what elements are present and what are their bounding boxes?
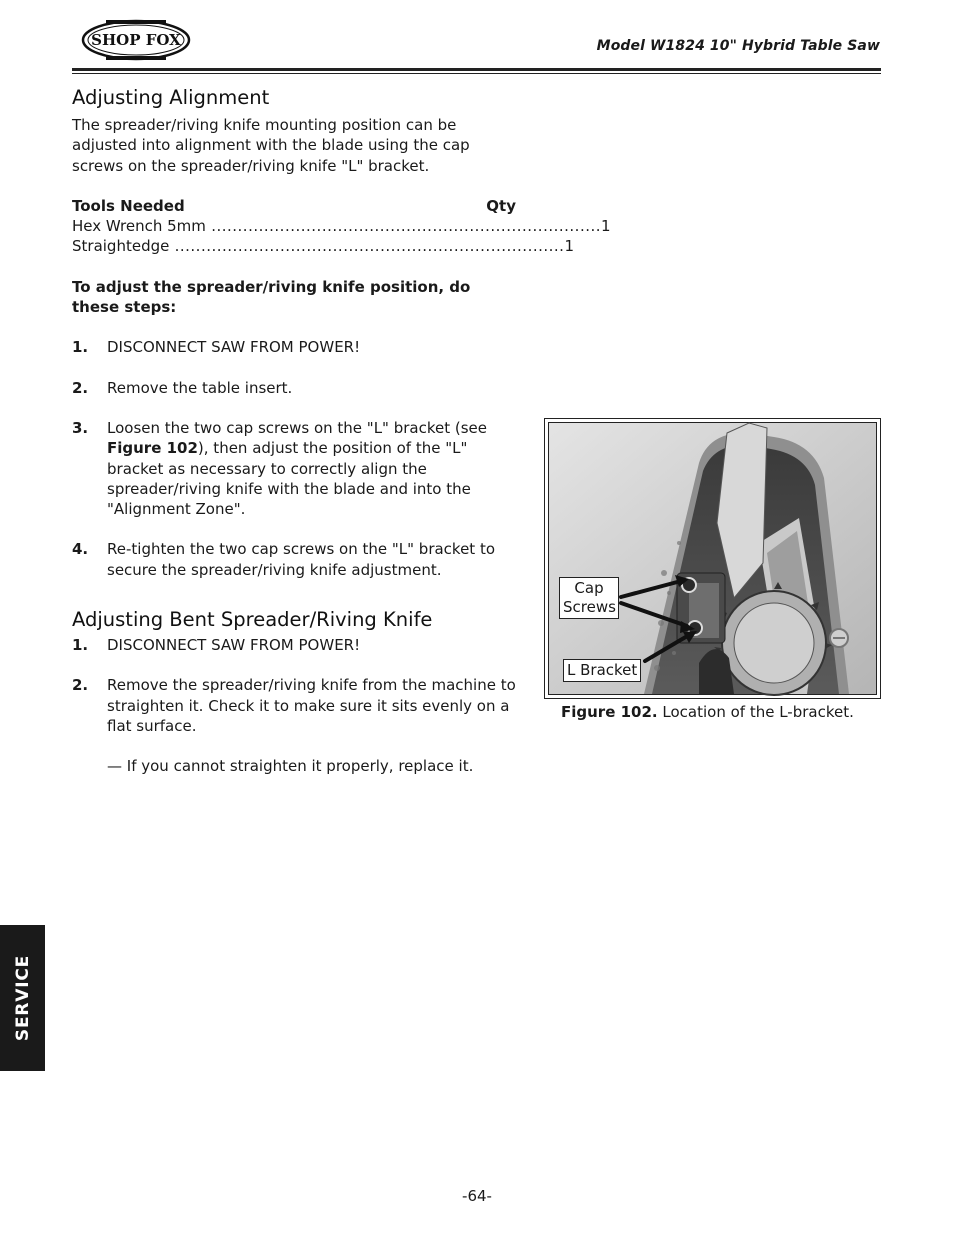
tool-row <box>72 216 611 236</box>
qty-label: Qty <box>486 196 516 215</box>
step-number: 2. <box>72 676 89 695</box>
section-adjusting-alignment <box>72 86 611 580</box>
figure-caption <box>561 702 854 722</box>
tools-header <box>72 196 516 216</box>
model-title: Model W1824 10" Hybrid Table Saw <box>596 38 880 54</box>
section-title: Adjusting Bent Spreader/Riving Knife <box>72 608 433 631</box>
step-number: 3. <box>72 418 89 437</box>
note-text: — If you cannot straighten it properly, replace it. <box>107 757 474 776</box>
intro-paragraph: The spreader/riving knife mounting position can be adjusted into alignment with the blade using the cap screws on the spreader/riving knife "L" bracket. <box>72 116 470 175</box>
callout-cap-screws: Cap Screws <box>559 577 619 619</box>
step-text: Re-tighten the two cap screws on the "L" bracket to secure the spreader/riving knife adjustment. <box>107 540 496 579</box>
step-item <box>72 635 516 655</box>
tools-needed-label: Tools Needed <box>72 196 185 215</box>
step-number: 2. <box>72 378 89 397</box>
step-text: Remove the spreader/riving knife from the machine to straighten it. Check it to make sure it sits evenly on a flat surface. <box>107 676 516 735</box>
header-rule-thin <box>72 73 881 74</box>
figure-photo <box>548 422 877 695</box>
step-text: DISCONNECT SAW FROM POWER! <box>107 636 361 654</box>
section-title: Adjusting Alignment <box>72 86 270 109</box>
logo-text: SHOP FOX <box>91 31 181 49</box>
figure-caption-text: Location of the L-bracket. <box>657 703 854 721</box>
callout-l-bracket: L Bracket <box>563 659 641 682</box>
section-bent-spreader <box>72 608 516 776</box>
side-tab-label: SERVICE <box>12 954 33 1042</box>
step-number: 1. <box>72 338 89 357</box>
tool-row <box>72 236 574 256</box>
figure-reference: Figure 102 <box>107 439 198 458</box>
step-item <box>72 418 516 519</box>
tool-name: Hex Wrench 5mm <box>72 217 206 236</box>
page-number: -64- <box>462 1187 492 1205</box>
lead-instruction: To adjust the spreader/riving knife position, do these steps: <box>72 277 471 317</box>
tool-qty: 1 <box>564 237 574 256</box>
tool-qty: 1 <box>601 217 611 236</box>
step-number: 4. <box>72 540 89 559</box>
leader-dots: .......................................................................... <box>205 217 602 236</box>
step-text: Remove the table insert. <box>107 378 293 397</box>
section-side-tab <box>0 925 45 1071</box>
saw-photo-illustration <box>549 423 876 694</box>
step-item <box>72 378 516 398</box>
step-text: Loosen the two cap screws on the "L" bracket (see <box>107 418 487 437</box>
figure-102 <box>544 418 881 699</box>
step-item <box>72 539 516 580</box>
leader-dots: .......................................................................... <box>169 237 565 256</box>
step-item <box>72 337 516 357</box>
step-text: DISCONNECT SAW FROM POWER! <box>107 338 361 357</box>
figure-caption-label: Figure 102. <box>561 703 658 721</box>
tool-name: Straightedge <box>72 237 170 256</box>
tools-table <box>72 196 611 257</box>
step-text-cont: ), then adjust the position of the "L" bracket as necessary to correctly align the spreader/riving knife with the blade and into the "Alignment Zone". <box>107 439 471 519</box>
header-rule <box>72 68 881 71</box>
step-number: 1. <box>72 636 89 654</box>
shop-fox-logo <box>80 18 192 62</box>
step-item <box>72 675 516 736</box>
